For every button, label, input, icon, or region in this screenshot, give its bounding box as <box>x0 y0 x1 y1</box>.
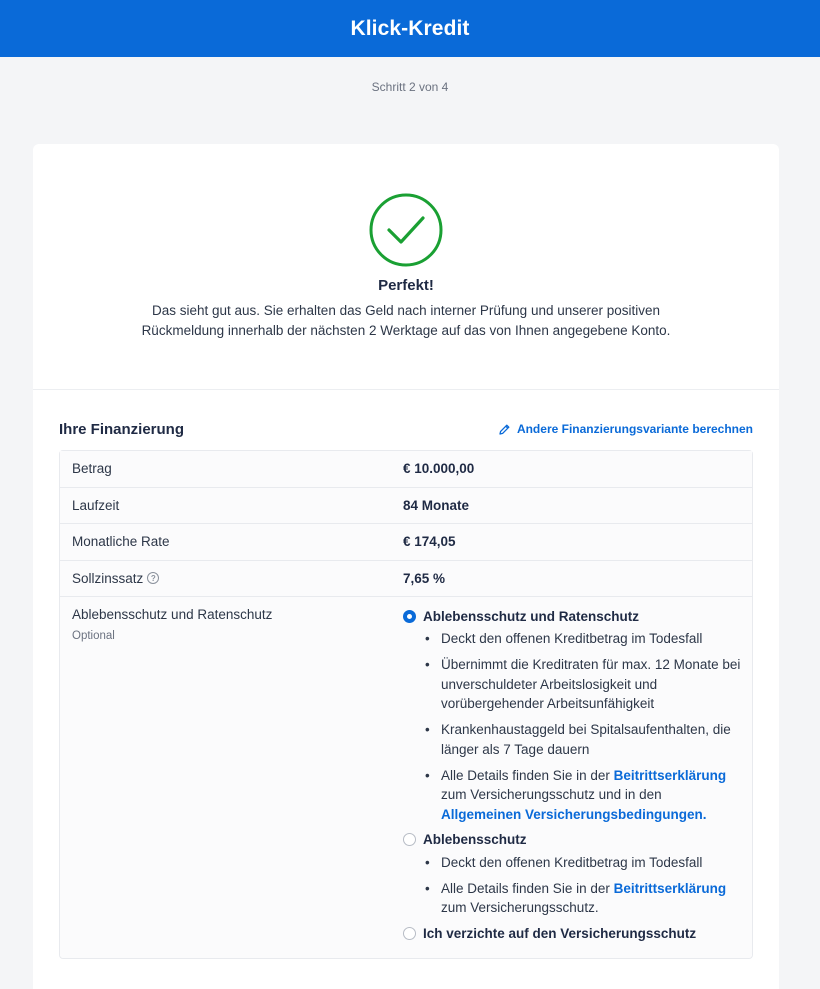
row-label: Betrag <box>72 461 112 477</box>
table-row-interest <box>60 561 752 598</box>
details-text: Alle Details finden Sie in der <box>441 767 614 783</box>
success-title: Perfekt! <box>378 277 434 294</box>
radio-unselected[interactable] <box>403 927 416 940</box>
insurance-options <box>403 607 743 942</box>
list-item: • Deckt den offenen Kreditbetrag im Todesfall <box>423 853 743 873</box>
row-value: € 174,05 <box>403 534 456 550</box>
option-full-protection[interactable] <box>403 607 743 625</box>
table-row-amount <box>60 451 752 488</box>
option-no-insurance[interactable] <box>403 924 743 942</box>
app-title: Klick-Kredit <box>350 16 470 40</box>
app-header <box>0 0 820 57</box>
row-value: 84 Monate <box>403 497 470 513</box>
financing-title: Ihre Finanzierung <box>59 420 185 438</box>
success-section <box>33 144 779 390</box>
beitrittserklaerung-link[interactable]: Beitrittserklärung <box>613 767 727 783</box>
radio-unselected[interactable] <box>403 833 416 846</box>
option-label: Ich verzichte auf den Versicherungsschutz <box>423 925 697 941</box>
list-item: • Übernimmt die Kreditraten für max. 12 Monate bei unverschuldeter Arbeitslosigkeit und vorübergehender Arbeitsunfähigkeit <box>423 655 743 714</box>
option-life-protection[interactable] <box>403 831 743 849</box>
edit-financing-label: Andere Finanzierungsvariante berechnen <box>516 422 753 436</box>
step-indicator: Schritt 2 von 4 <box>371 80 449 94</box>
row-label: Monatliche Rate <box>72 534 170 550</box>
row-value: 7,65 % <box>403 570 446 586</box>
row-label: Laufzeit <box>72 497 120 513</box>
insurance-label <box>60 607 403 942</box>
details-text: Alle Details finden Sie in der <box>441 880 614 896</box>
main-card <box>33 144 779 989</box>
list-item <box>423 766 743 825</box>
option-label: Ablebensschutz und Ratenschutz <box>423 608 640 624</box>
beitrittserklaerung-link[interactable]: Beitrittserklärung <box>613 880 727 896</box>
list-item: • Krankenhaustaggeld bei Spitalsaufenthalten, die länger als 7 Tage dauern <box>423 720 743 759</box>
row-label: Sollzinssatz <box>72 570 144 586</box>
option-bullets <box>423 853 743 918</box>
option-bullets <box>423 629 743 824</box>
list-item: • Deckt den offenen Kreditbetrag im Todesfall <box>423 629 743 649</box>
insurance-row <box>60 597 752 958</box>
insurance-optional: Optional <box>72 630 115 642</box>
help-icon[interactable]: ? <box>147 572 159 584</box>
option-label: Ablebensschutz <box>423 832 527 847</box>
details-text: zum Versicherungsschutz und in den <box>441 787 662 802</box>
table-row-monthly-rate <box>60 524 752 561</box>
financing-header <box>33 420 779 438</box>
edit-financing-link[interactable] <box>498 422 753 436</box>
table-row-duration <box>60 488 752 525</box>
versicherungsbedingungen-link[interactable]: Allgemeinen Versicherungsbedingungen. <box>441 806 707 822</box>
success-message: Das sieht gut aus. Sie erhalten das Geld nach interner Prüfung und unserer positiven Rückmeldung innerhalb der nächsten 2 Werktage auf das von Ihnen angegebene Konto. <box>141 303 671 338</box>
financing-table <box>59 450 753 959</box>
row-label-with-help <box>60 571 403 586</box>
list-item <box>423 879 743 918</box>
radio-selected[interactable] <box>403 610 416 623</box>
row-value: € 10.000,00 <box>403 461 475 477</box>
insurance-title: Ablebensschutz und Ratenschutz <box>72 607 273 622</box>
check-circle-icon <box>369 193 443 267</box>
details-text: zum Versicherungsschutz. <box>441 900 599 915</box>
pencil-icon <box>498 423 511 436</box>
